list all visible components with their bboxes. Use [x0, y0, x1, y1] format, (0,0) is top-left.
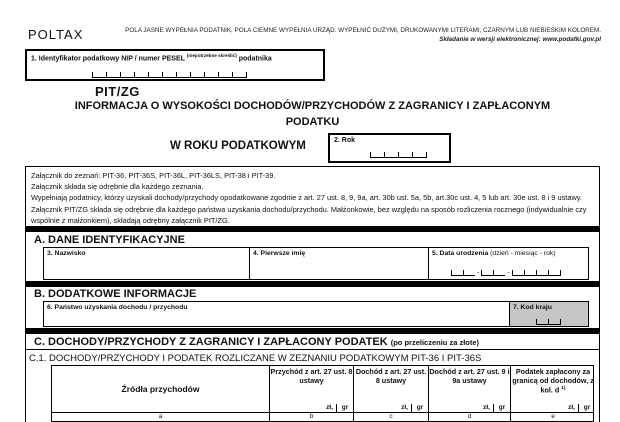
form-notice [85, 27, 601, 44]
income-table [51, 365, 594, 422]
birth-date-format-hint: (dzień - miesiąc - rok) [490, 250, 556, 257]
digit-cell [548, 270, 561, 276]
nip-pesel-input[interactable] [92, 72, 247, 78]
section-c1-title: C.1. DOCHODY/PRZYCHODY I PODATEK ROZLICZANE W ZEZNANIU PODATKOWYM PIT-36 I PIT-36S [26, 349, 599, 365]
first-name-label: 4. Pierwsze imię [253, 250, 306, 257]
country-code-label: 7. Kod kraju [513, 304, 552, 311]
digit-cell [451, 270, 463, 276]
digit-cell [481, 270, 493, 276]
digit-cell [134, 72, 148, 78]
col-b-currency [270, 403, 353, 412]
col-c-header-text: Dochód z art. 27 ust. 8 ustawy [355, 367, 427, 385]
surname-field[interactable] [43, 247, 250, 280]
digit-cell [218, 72, 232, 78]
field-1-label-suffix: podatnika [238, 55, 272, 63]
field-1-label-sup: (niepotrzebne skreślić) [186, 53, 237, 58]
digit-cell [412, 152, 427, 158]
field-1-label-main: 1. Identyfikator podatkowy NIP / numer PESEL [31, 55, 185, 63]
country-code-field [509, 301, 589, 327]
digit-cell [536, 319, 548, 325]
date-separator: - [507, 270, 510, 277]
col-d-header [429, 366, 511, 412]
year-input[interactable] [370, 152, 427, 158]
birth-date-label-main: 5. Data urodzenia [432, 250, 489, 257]
digit-cell [148, 72, 162, 78]
section-c-title-note: (po przeliczeniu za złote) [390, 338, 480, 347]
digit-cell [493, 270, 505, 276]
form-title-line-1: INFORMACJA O WYSOKOŚCI DOCHODÓW/PRZYCHODÓW Z ZAGRANICY I ZAPŁACONYM [74, 100, 551, 112]
col-b-header-text: Przychód z art. 27 ust. 8 ustawy [270, 367, 353, 385]
section-b-title: B. DODATKOWE INFORMACJE [34, 288, 197, 300]
digit-cell [204, 72, 218, 78]
digit-cell [162, 72, 176, 78]
field-2-year-box [328, 133, 451, 163]
digit-cell [384, 152, 398, 158]
gr-label: gr [583, 404, 591, 411]
country-code-input[interactable] [536, 319, 561, 325]
birth-date-label [429, 248, 588, 257]
section-a [25, 227, 600, 282]
section-b [25, 282, 600, 329]
birth-date-input[interactable] [451, 270, 561, 276]
column-letter-c: c [354, 413, 429, 421]
col-d-currency [429, 403, 510, 412]
income-table-header-row [52, 366, 593, 412]
field-1-label [27, 51, 323, 62]
digit-cell [536, 270, 548, 276]
zl-label: zł, [568, 404, 575, 411]
section-a-title: A. DANE IDENTYFIKACYJNE [34, 234, 185, 246]
section-c [25, 329, 600, 422]
section-c-title-main: C. DOCHODY/PRZYCHODY Z ZAGRANICY I ZAPŁACONY PODATEK [34, 336, 388, 348]
gr-label: gr [341, 404, 349, 411]
zl-label: zł, [401, 404, 408, 411]
gr-label: gr [498, 404, 506, 411]
digit-cell [232, 72, 247, 78]
instruction-line-2: Załącznik składa się odrębnie dla każdego zeznania. [31, 182, 204, 192]
instructions-box [25, 166, 600, 227]
field-2-label: 2. Rok [334, 137, 356, 144]
col-sources-header [52, 366, 270, 412]
instruction-line-1: Załącznik do zeznań: PIT-36, PIT-36S, PIT-36L, PIT-36LS, PIT-38 i PIT-39. [31, 171, 276, 180]
country-label: 6. Państwo uzyskania dochodu / przychodu [47, 304, 188, 311]
first-name-field[interactable] [249, 247, 429, 280]
digit-cell [398, 152, 412, 158]
field-1-nip-pesel-box [25, 49, 325, 81]
digit-cell [92, 72, 106, 78]
gr-label: gr [416, 404, 424, 411]
form-title-line-2: PODATKU [285, 116, 340, 128]
tax-year-prefix: W ROKU PODATKOWYM [170, 140, 306, 152]
surname-label: 3. Nazwisko [47, 250, 86, 257]
col-c-header [354, 366, 429, 412]
col-b-header [270, 366, 354, 412]
digit-cell [370, 152, 384, 158]
column-letter-a: a [52, 413, 270, 421]
poltax-logo: POLTAX [28, 27, 84, 42]
digit-cell [176, 72, 190, 78]
column-letter-d: d [429, 413, 511, 421]
country-field[interactable] [43, 301, 510, 327]
date-separator: - [477, 270, 480, 277]
section-b-fields [43, 301, 590, 327]
col-c-currency [354, 403, 428, 412]
col-e-header [511, 366, 595, 412]
form-code: PIT/ZG [95, 84, 140, 99]
birth-date-field [428, 247, 589, 280]
column-letter-row [52, 412, 593, 421]
zl-label: zł, [326, 404, 333, 411]
digit-cell [106, 72, 120, 78]
col-e-header-main: Podatek zapłacony za granicą od dochodów, z kol. d [512, 367, 594, 395]
notice-line-2: Składanie w wersji elektronicznej: www.podatki.gov.pl [439, 35, 601, 43]
column-letter-e: e [551, 413, 555, 420]
digit-cell [120, 72, 134, 78]
col-sources-header-text: Źródła przychodów [121, 384, 200, 394]
col-e-footnote-ref: 1) [561, 386, 566, 391]
instruction-line-3: Wypełniają podatnicy, którzy uzyskali dochody/przychody opodatkowane zgodnie z art. 27 ust. 8, 9, 9a, art. 30b ust. 5a, 5b, art.30c ust. 4, 5 lub art. 30e ust. 8 i 9 ustawy. Załącznik PIT/ZG składa się odrębnie dla każdego państwa uzyskania dochodu/przychodu. Małżonkowie, bez względu na sposób rozliczenia rocznego (indywidualnie czy wspólnie z małżonkiem), składają odrębny załącznik PIT/ZG. [31, 193, 587, 225]
col-d-header-text: Dochód z art. 27 ust. 9 i 9a ustawy [429, 367, 510, 385]
column-letter-b: b [270, 413, 354, 421]
section-c-title [26, 334, 599, 349]
col-e-currency [511, 403, 595, 412]
digit-cell [463, 270, 475, 276]
digit-cell [548, 319, 561, 325]
digit-cell [190, 72, 204, 78]
digit-cell [512, 270, 524, 276]
digit-cell [524, 270, 536, 276]
notice-line-1: POLA JASNE WYPEŁNIA PODATNIK, POLA CIEMNE WYPEŁNIA URZĄD. WYPEŁNIĆ DUŻYMI, DRUKOWANYMI LITERAMI, CZARNYM LUB NIEBIESKIM KOLOREM. [125, 27, 601, 34]
col-e-header-text [511, 366, 595, 395]
zl-label: zł, [483, 404, 490, 411]
section-a-fields [43, 247, 590, 280]
